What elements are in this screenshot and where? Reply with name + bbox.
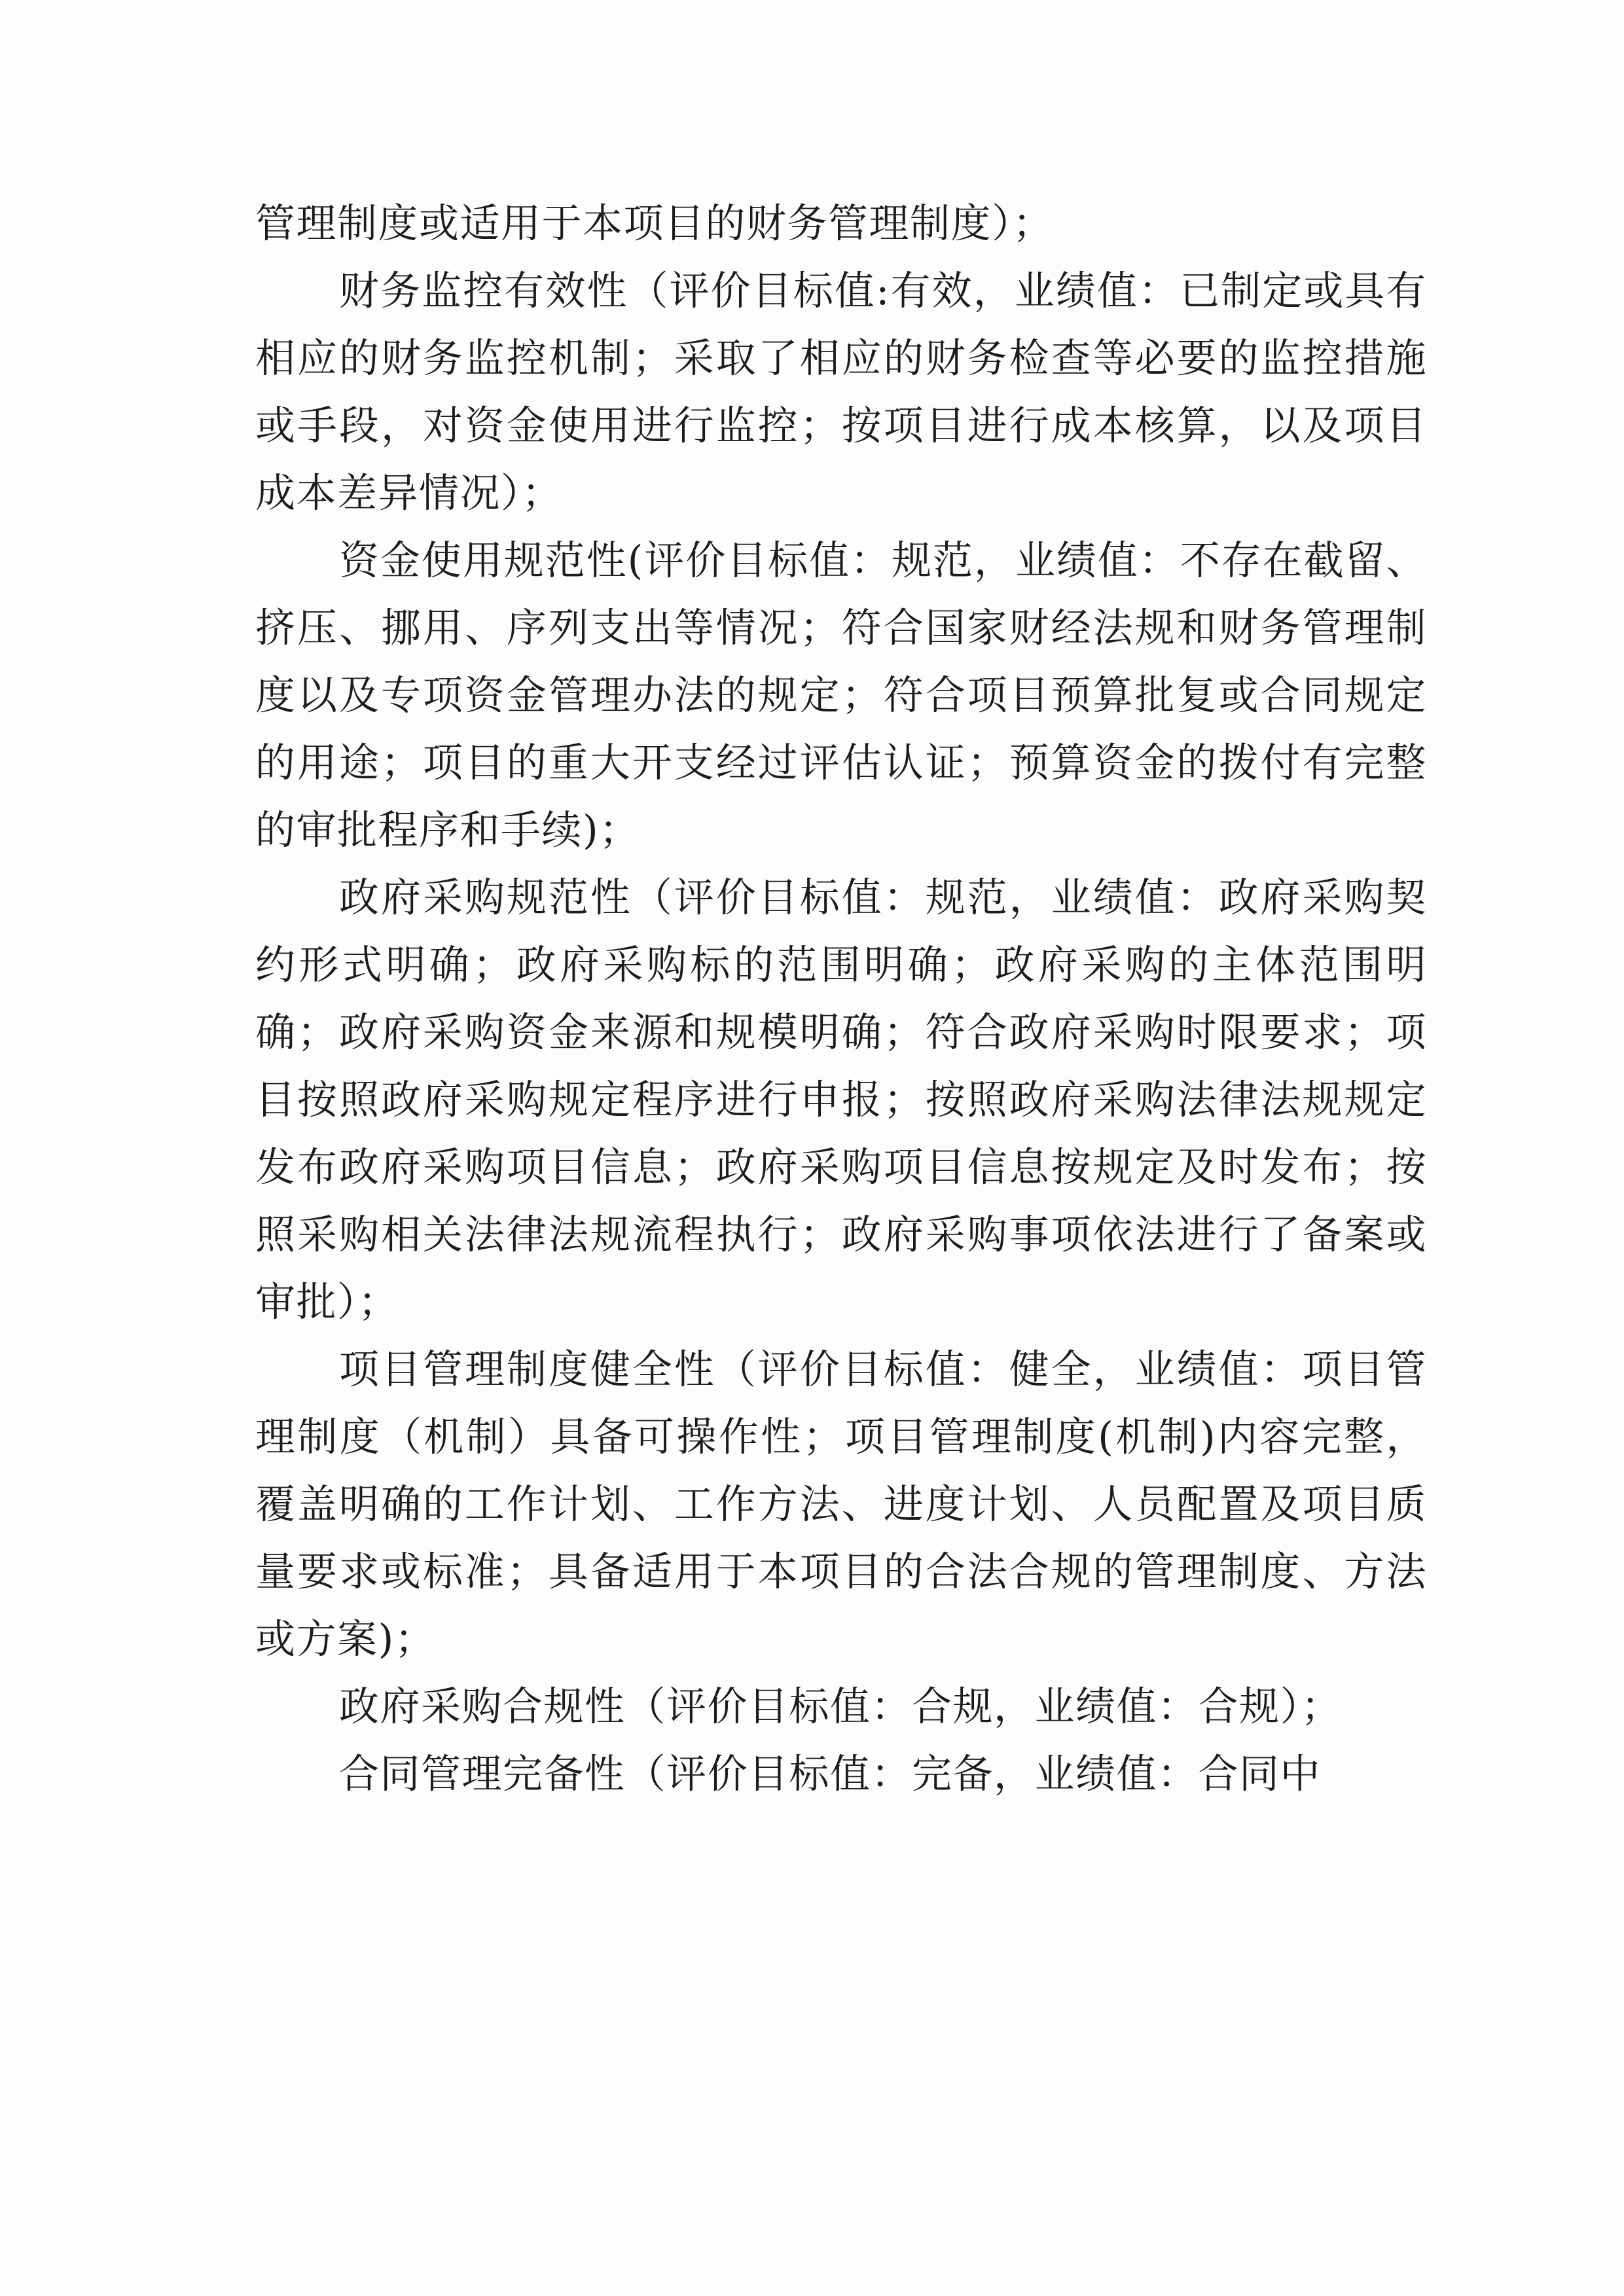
- paragraph-continuation: 管理制度或适用于本项目的财务管理制度）；: [255, 200, 1054, 247]
- paragraph-financial-monitoring: 财务监控有效性（评价目标值:有效，业绩值：已制定或具有相应的财务监控机制；采取了相应的财务检查等必要的监控措施或手段，对资金使用进行监控；按项目进行成本核算，以及项目成本差异情况）；: [255, 268, 1427, 516]
- paragraph-procurement-compliance: 政府采购合规性（评价目标值：合规，业绩值：合规）；: [339, 1683, 1343, 1730]
- paragraph-fund-usage: 资金使用规范性(评价目标值：规范，业绩值：不存在截留、挤压、挪用、序列支出等情况；符合国家财经法规和财务管理制度以及专项资金管理办法的规定；符合项目预算批复或合同规定的用途；项目的重大开支经过评估认证；预算资金的拨付有完整的审批程序和手续)；: [255, 537, 1427, 853]
- paragraph-government-procurement: 政府采购规范性（评价目标值：规范，业绩值：政府采购契约形式明确；政府采购标的范围明确；政府采购的主体范围明确；政府采购资金来源和规模明确；符合政府采购时限要求；项目按照政府采购规定程序进行申报；按照政府采购法律法规规定发布政府采购项目信息；政府采购项目信息按规定及时发布；按照采购相关法律法规流程执行；政府采购事项依法进行了备案或审批）；: [255, 874, 1427, 1325]
- page-body-text: [255, 190, 1427, 1808]
- paragraph-project-management-system: 项目管理制度健全性（评价目标值：健全，业绩值：项目管理制度（机制）具备可操作性；项目管理制度(机制)内容完整，覆盖明确的工作计划、工作方法、进度计划、人员配置及项目质量要求或标准；具备适用于本项目的合法合规的管理制度、方法或方案)；: [255, 1346, 1427, 1662]
- paragraph-contract-management: 合同管理完备性（评价目标值：完备，业绩值：合同中: [339, 1751, 1322, 1797]
